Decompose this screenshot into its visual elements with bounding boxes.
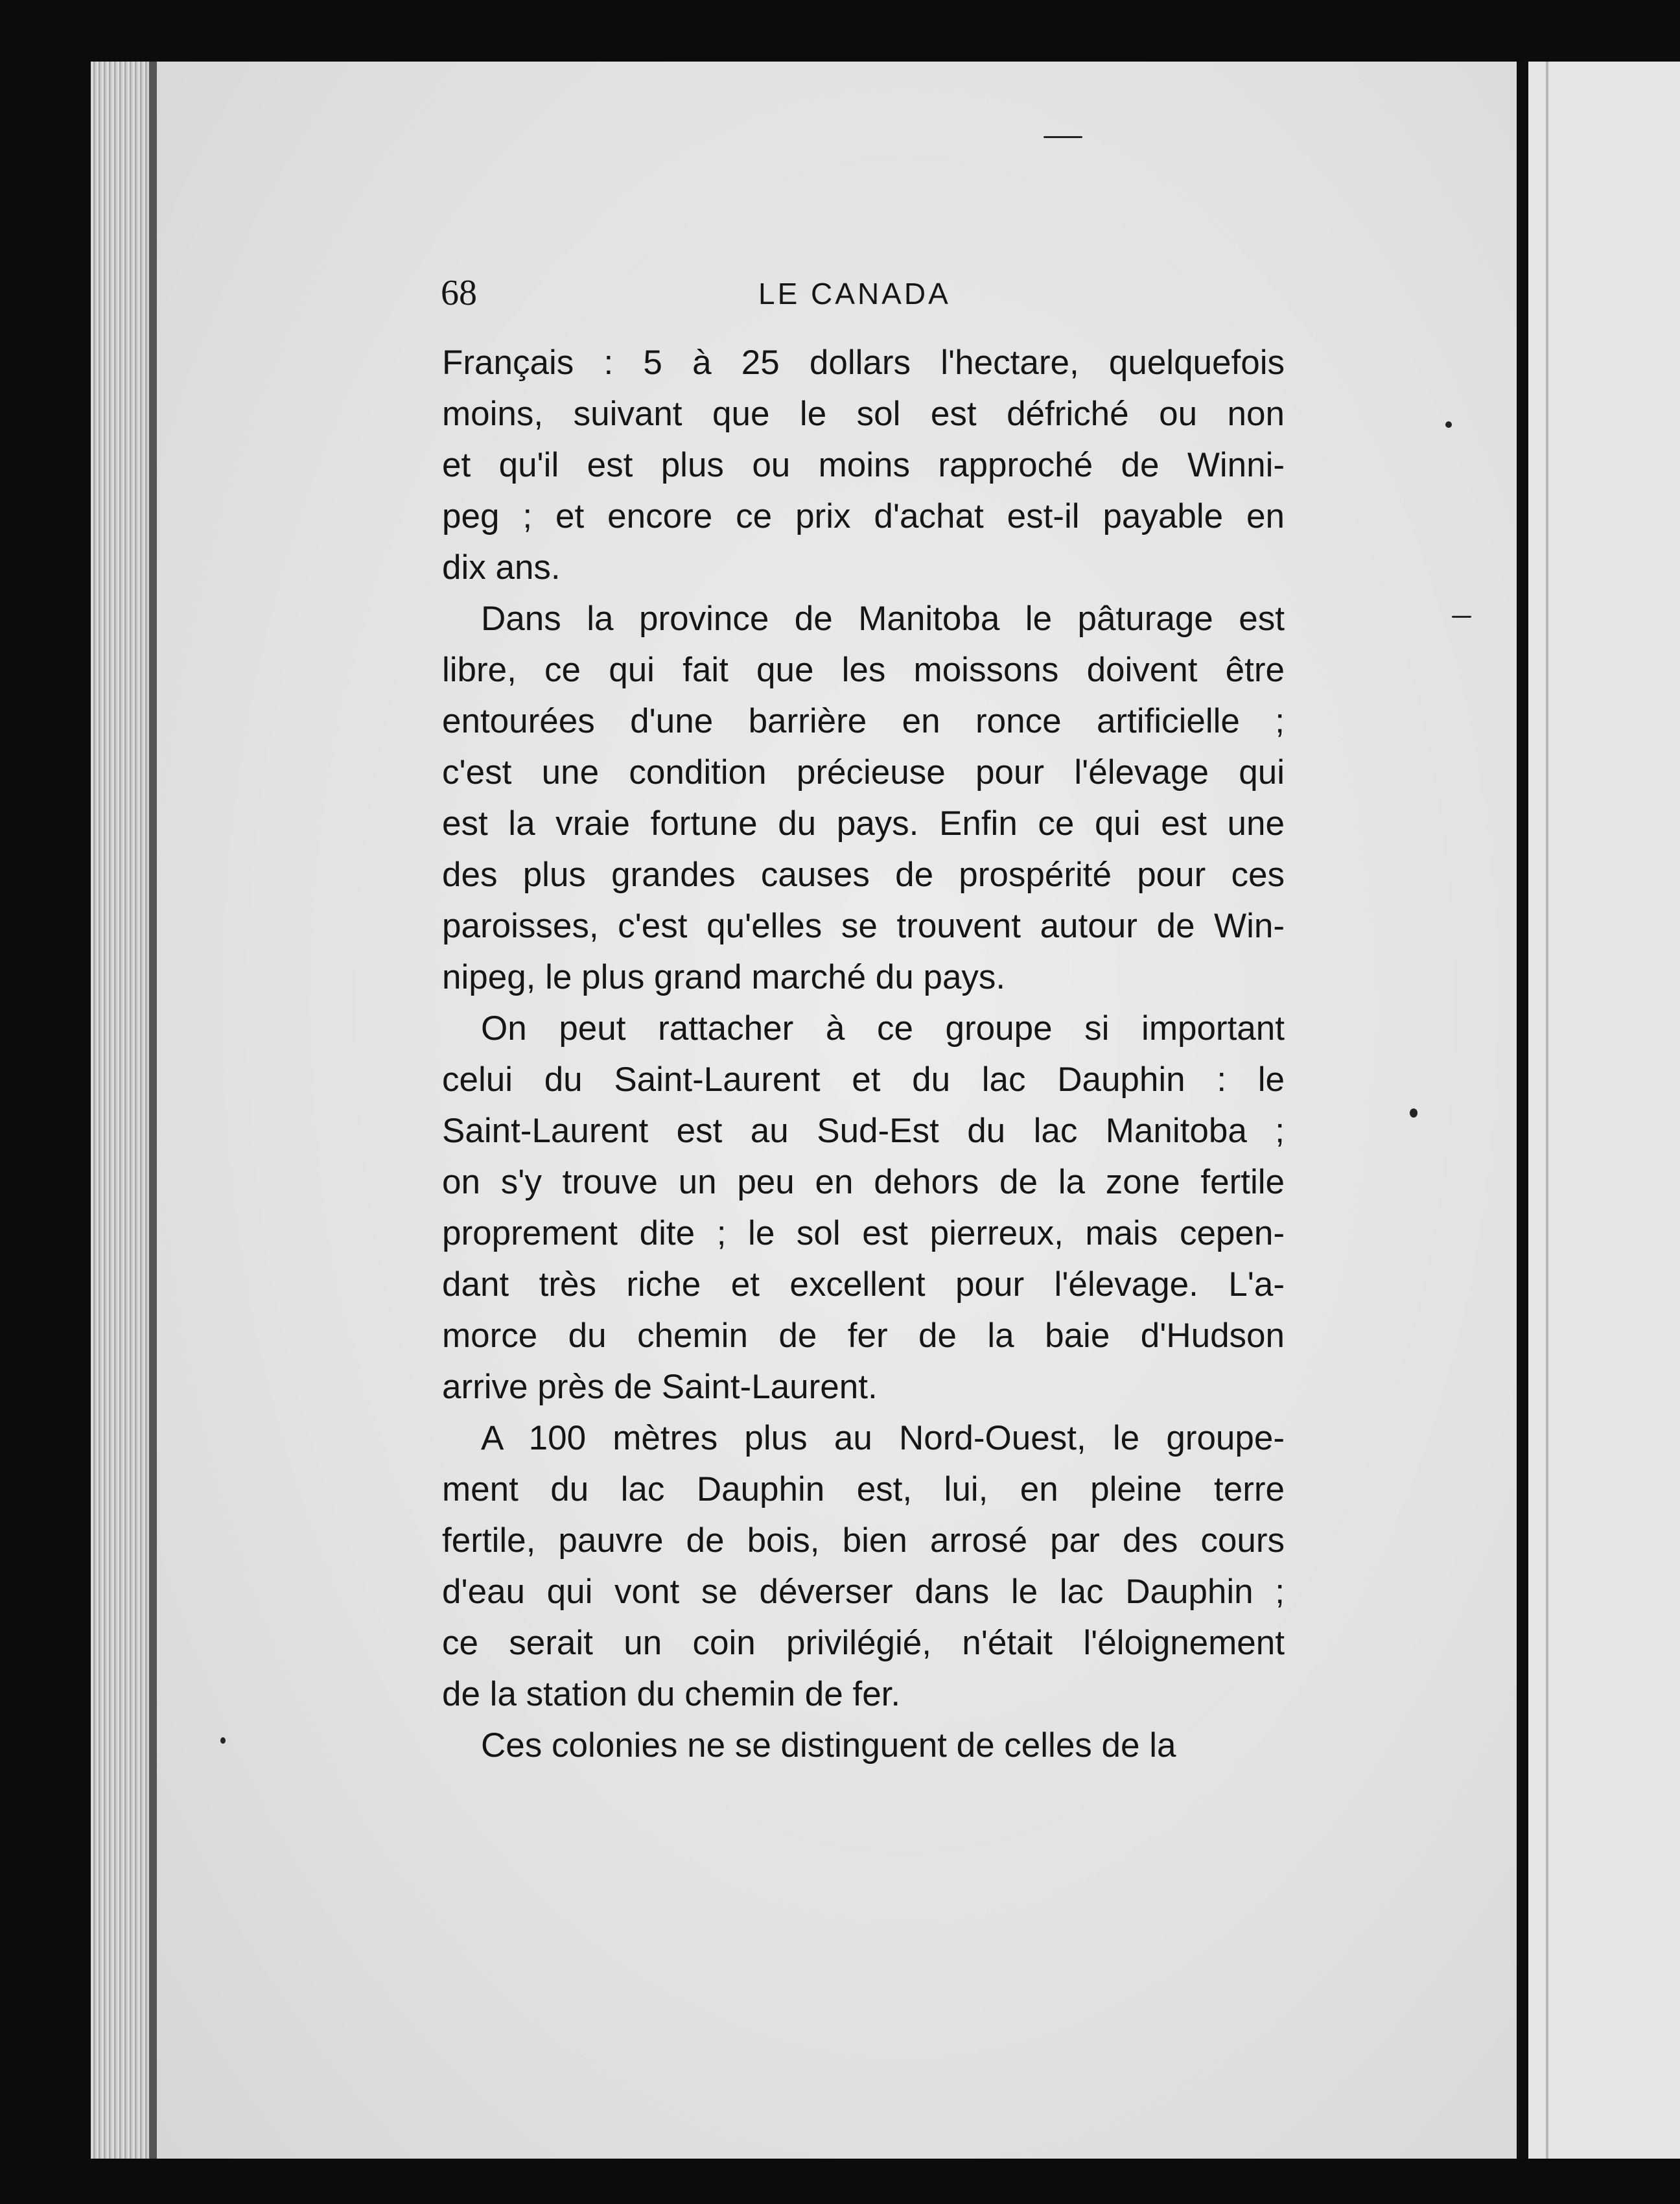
scan-speck: [1410, 1108, 1418, 1118]
paragraph: [442, 593, 1285, 1003]
scan-border-top: [0, 0, 1680, 62]
text-line: Ces colonies ne se distinguent de celles de la: [481, 1726, 1176, 1764]
text-line: c'est une condition précieuse pour l'élevage qui: [442, 753, 1285, 791]
scan-border-left: [0, 0, 91, 2204]
scan-speck: [220, 1737, 226, 1744]
text-line: d'eau qui vont se déverser dans le lac Dauphin ;: [442, 1573, 1285, 1611]
text-line: celui du Saint-Laurent et du lac Dauphin : le: [442, 1061, 1285, 1099]
text-line: Dans la province de Manitoba le pâturage est: [481, 600, 1285, 638]
text-line: dix ans.: [442, 548, 561, 587]
text-line: A 100 mètres plus au Nord-Ouest, le groupe-: [481, 1419, 1285, 1457]
text-line: ment du lac Dauphin est, lui, en pleine terre: [442, 1470, 1285, 1508]
paragraph: [442, 337, 1285, 593]
text-line: arrive près de Saint-Laurent.: [442, 1368, 878, 1406]
paragraph: [442, 1413, 1285, 1720]
text-line: On peut rattacher à ce groupe si important: [481, 1009, 1285, 1048]
page-number: 68: [441, 273, 477, 313]
running-title: LE CANADA: [758, 277, 951, 311]
text-line: Français : 5 à 25 dollars l'hectare, quelquefois: [442, 344, 1285, 382]
paragraph: [442, 1003, 1285, 1413]
facing-page: [1528, 62, 1680, 2159]
book-page-edge: [91, 62, 149, 2159]
text-line: moins, suivant que le sol est défriché ou non: [442, 395, 1285, 433]
text-line: peg ; et encore ce prix d'achat est-il payable en: [442, 497, 1285, 535]
text-line: libre, ce qui fait que les moissons doivent être: [442, 651, 1285, 689]
text-line: dant très riche et excellent pour l'élevage. L'a-: [442, 1265, 1285, 1304]
text-line: fertile, pauvre de bois, bien arrosé par des cours: [442, 1521, 1285, 1560]
scan-border-bottom: [0, 2159, 1680, 2204]
text-line: et qu'il est plus ou moins rapproché de Winni-: [442, 446, 1285, 484]
text-line: entourées d'une barrière en ronce artificielle ;: [442, 702, 1285, 740]
running-head: [441, 272, 1283, 324]
text-line: ce serait un coin privilégié, n'était l'éloignement: [442, 1624, 1285, 1662]
scan-speck: [1044, 136, 1082, 138]
text-line: est la vraie fortune du pays. Enfin ce qui est une: [442, 804, 1285, 843]
text-line: des plus grandes causes de prospérité pour ces: [442, 856, 1285, 894]
book-edge-shadow: [149, 62, 157, 2159]
text-line: nipeg, le plus grand marché du pays.: [442, 958, 1006, 996]
text-line: paroisses, c'est qu'elles se trouvent autour de Win-: [442, 907, 1285, 945]
text-line: proprement dite ; le sol est pierreux, mais cepen-: [442, 1214, 1285, 1252]
text-line: de la station du chemin de fer.: [442, 1675, 901, 1713]
binding-gutter: [1517, 62, 1528, 2159]
scan-speck: [1445, 421, 1452, 428]
body-text: [442, 337, 1285, 1771]
text-line: on s'y trouve un peu en dehors de la zone fertile: [442, 1163, 1285, 1201]
scan-speck: [1452, 616, 1471, 618]
facing-page-edge: [1546, 62, 1548, 2159]
paragraph: [442, 1720, 1285, 1771]
text-line: morce du chemin de fer de la baie d'Hudson: [442, 1317, 1285, 1355]
text-line: Saint-Laurent est au Sud-Est du lac Manitoba ;: [442, 1112, 1285, 1150]
